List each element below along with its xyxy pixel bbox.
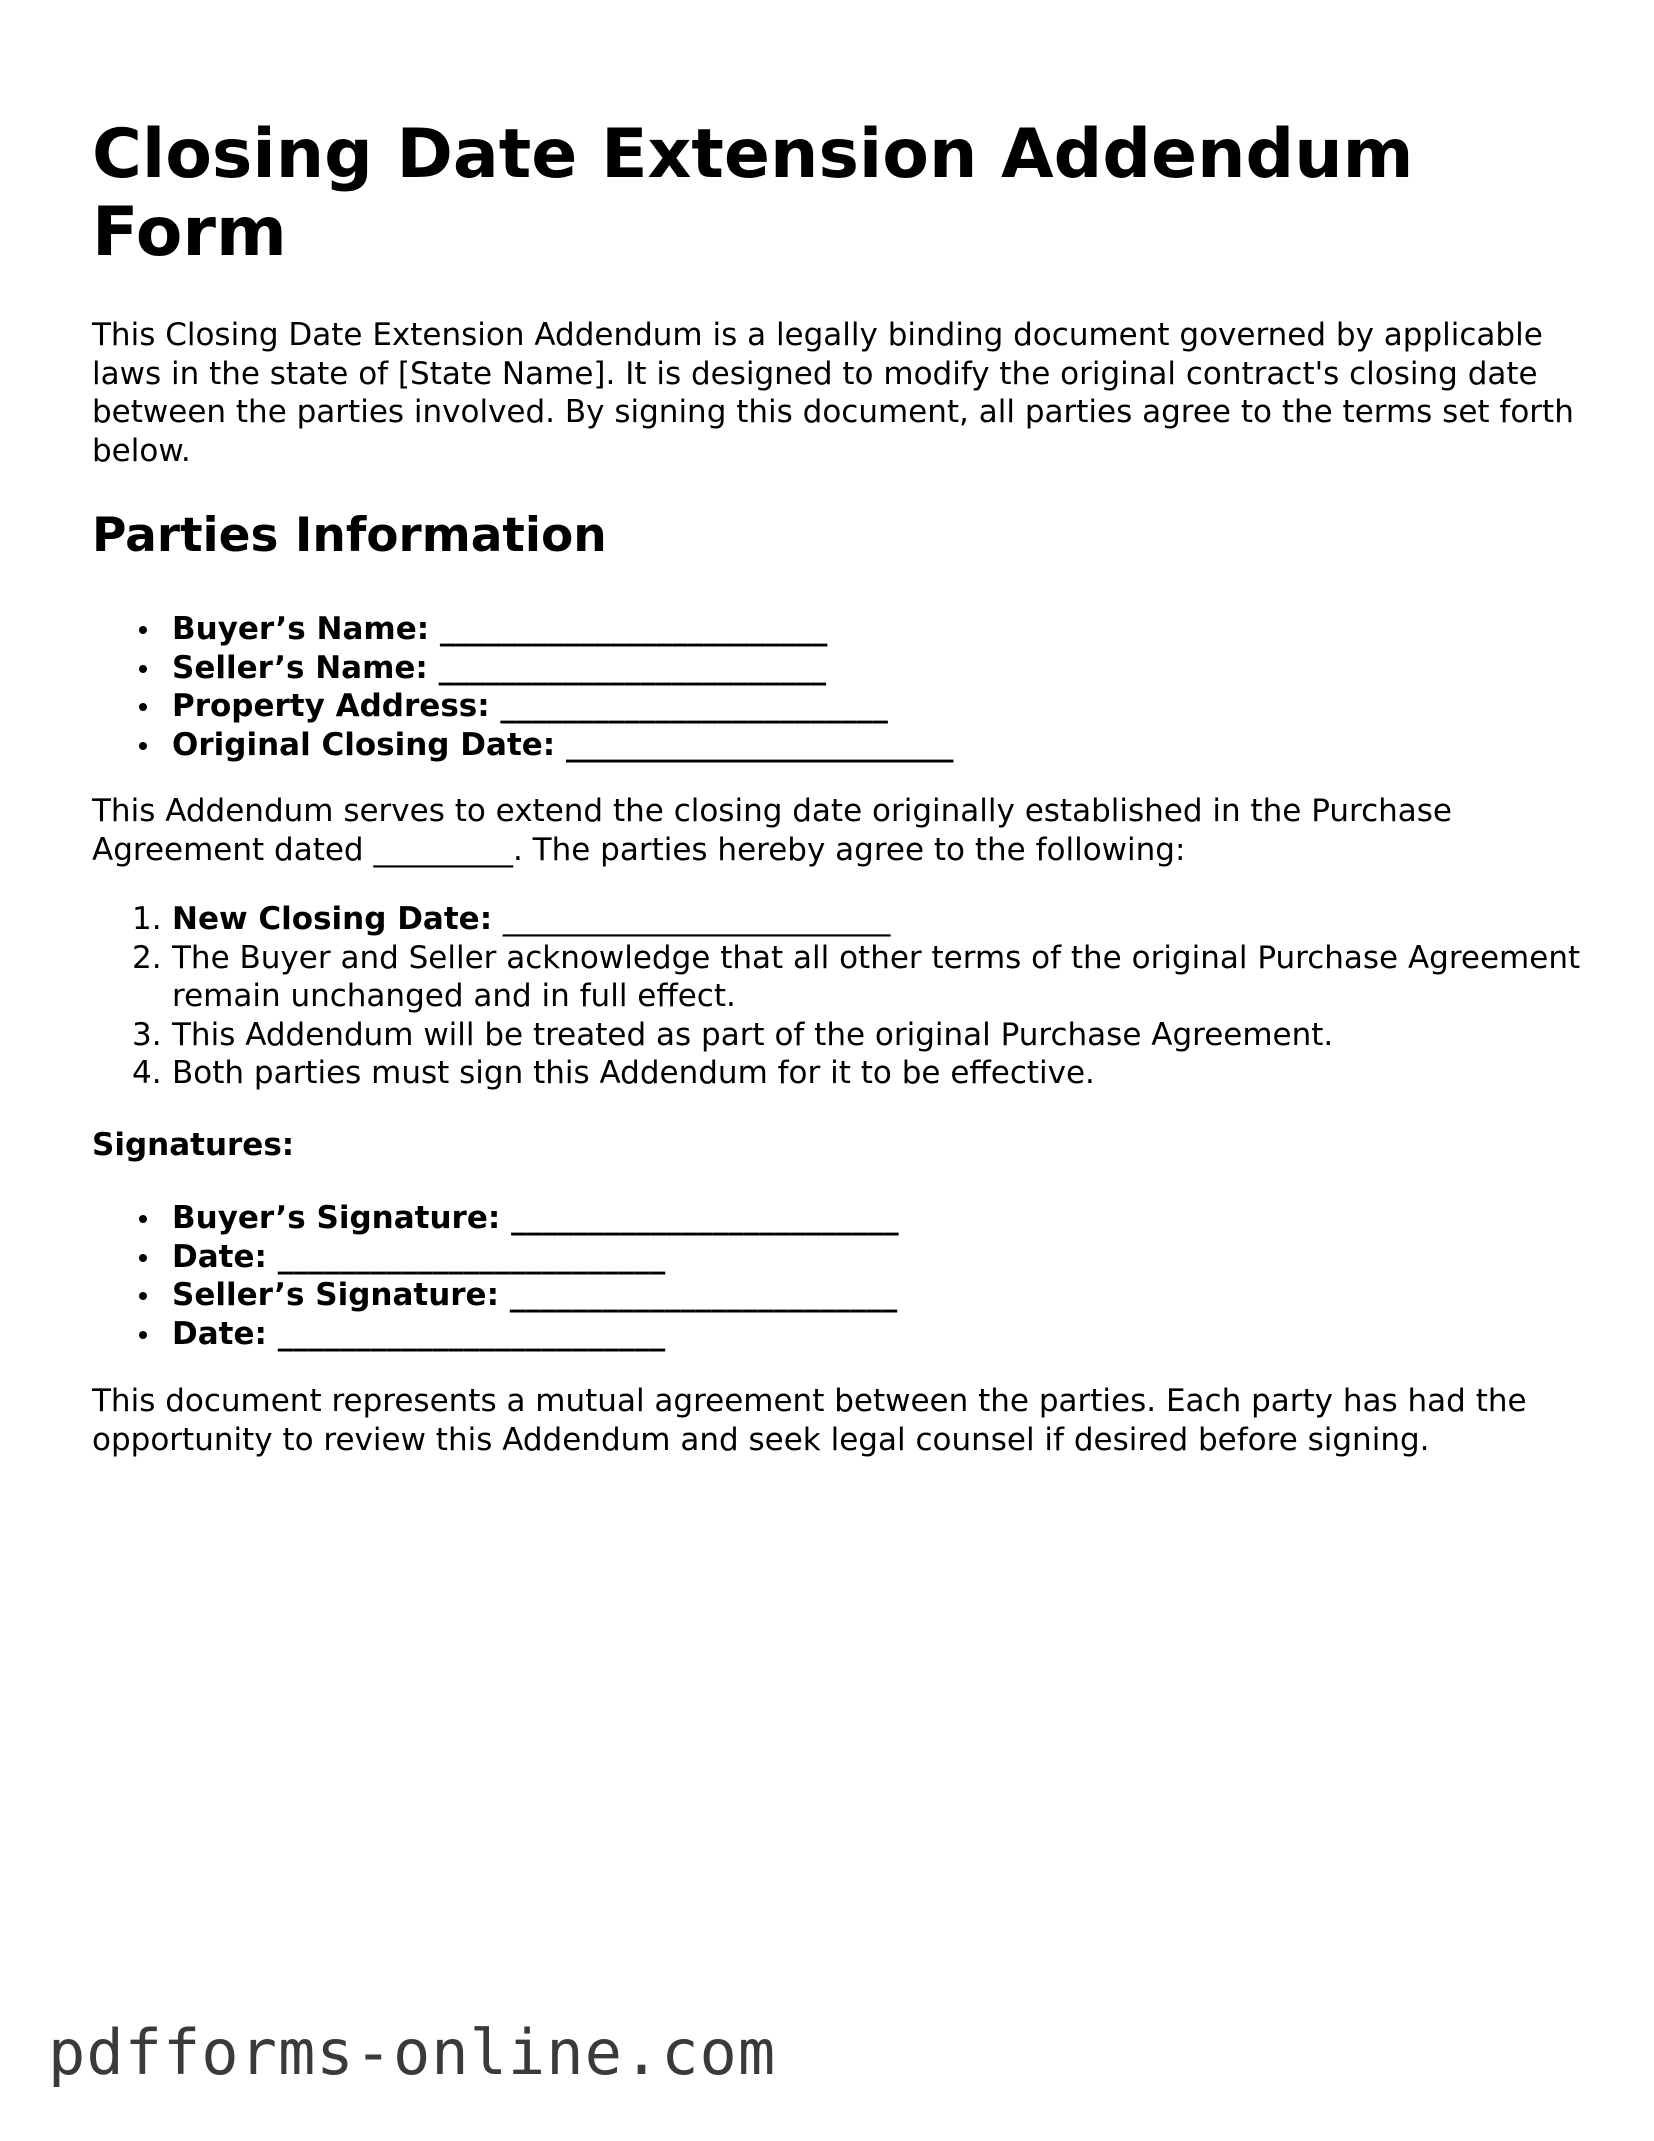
term-item: [92, 939, 1592, 1016]
buyer-signature-blank[interactable]: _________________________: [511, 1200, 899, 1236]
document-title: Closing Date Extension Addendum Form: [92, 115, 1414, 272]
field-label: Seller’s Name:: [172, 649, 439, 686]
seller-signature-field: [92, 1276, 1592, 1315]
term-number: 4.: [132, 1055, 162, 1091]
seller-date-blank[interactable]: _________________________: [277, 1315, 666, 1352]
intro-paragraph: This Closing Date Extension Addendum is a legally binding document governed by applicable laws in the state of [State Name]. It is designed to modify the original contract's closing date between the parties involved. By signing this document, all parties agree to the terms set forth below.: [92, 317, 1574, 469]
signature-field-list: [92, 1199, 1592, 1353]
seller-signature-blank[interactable]: _________________________: [509, 1277, 898, 1313]
term-number: 1.: [132, 901, 162, 937]
signatures-heading: Signatures:: [92, 1127, 295, 1163]
term-text: The Buyer and Seller acknowledge that all other terms of the original Purchase Agreement remain unchanged and in full effect.: [172, 939, 1581, 1014]
buyer-signature-field: [92, 1199, 1592, 1238]
property-address-field: [92, 687, 1592, 726]
term-number: 3.: [132, 1016, 162, 1053]
extension-text-before: This Addendum serves to extend the closing date originally established in the Purchase Agreement dated: [92, 793, 1452, 868]
term-item: [92, 1054, 1592, 1093]
parties-field-list: [92, 610, 1592, 764]
field-label: Buyer’s Signature:: [172, 1200, 512, 1236]
watermark-text: pdfforms-online.com: [48, 2016, 777, 2089]
term-item: [92, 1016, 1592, 1055]
buyer-name-blank[interactable]: _________________________: [439, 611, 828, 647]
field-label: Buyer’s Name:: [172, 611, 440, 647]
agreement-date-blank[interactable]: _________: [373, 831, 513, 868]
field-label: Seller’s Signature:: [172, 1277, 510, 1313]
buyer-name-field: [92, 610, 1592, 649]
extension-text-after: . The parties hereby agree to the following:: [512, 831, 1186, 868]
term-text: This Addendum will be treated as part of the original Purchase Agreement.: [172, 1016, 1334, 1053]
seller-name-field: [92, 649, 1592, 688]
closing-paragraph: This document represents a mutual agreement between the parties. Each party has had the opportunity to review this Addendum and seek legal counsel if desired before signing.: [92, 1383, 1527, 1458]
new-closing-date-label: New Closing Date:: [172, 901, 503, 937]
field-label: Date:: [172, 1238, 278, 1275]
field-label: Original Closing Date:: [172, 726, 566, 763]
extension-paragraph: [92, 792, 1592, 869]
parties-heading: Parties Information: [92, 508, 607, 563]
term-item: [92, 900, 1592, 939]
field-label: Property Address:: [172, 688, 501, 724]
buyer-date-field: [92, 1238, 1592, 1277]
buyer-date-blank[interactable]: _________________________: [277, 1238, 666, 1275]
seller-name-blank[interactable]: _________________________: [438, 649, 827, 686]
property-address-blank[interactable]: _________________________: [500, 688, 888, 724]
term-number: 2.: [132, 939, 162, 976]
seller-date-field: [92, 1315, 1592, 1354]
term-text: Both parties must sign this Addendum for it to be effective.: [172, 1055, 1095, 1091]
field-label: Date:: [172, 1315, 278, 1352]
new-closing-date-blank[interactable]: _________________________: [502, 901, 891, 937]
original-closing-date-field: [92, 726, 1592, 765]
original-closing-date-blank[interactable]: _________________________: [565, 726, 954, 763]
terms-list: [92, 900, 1592, 1093]
